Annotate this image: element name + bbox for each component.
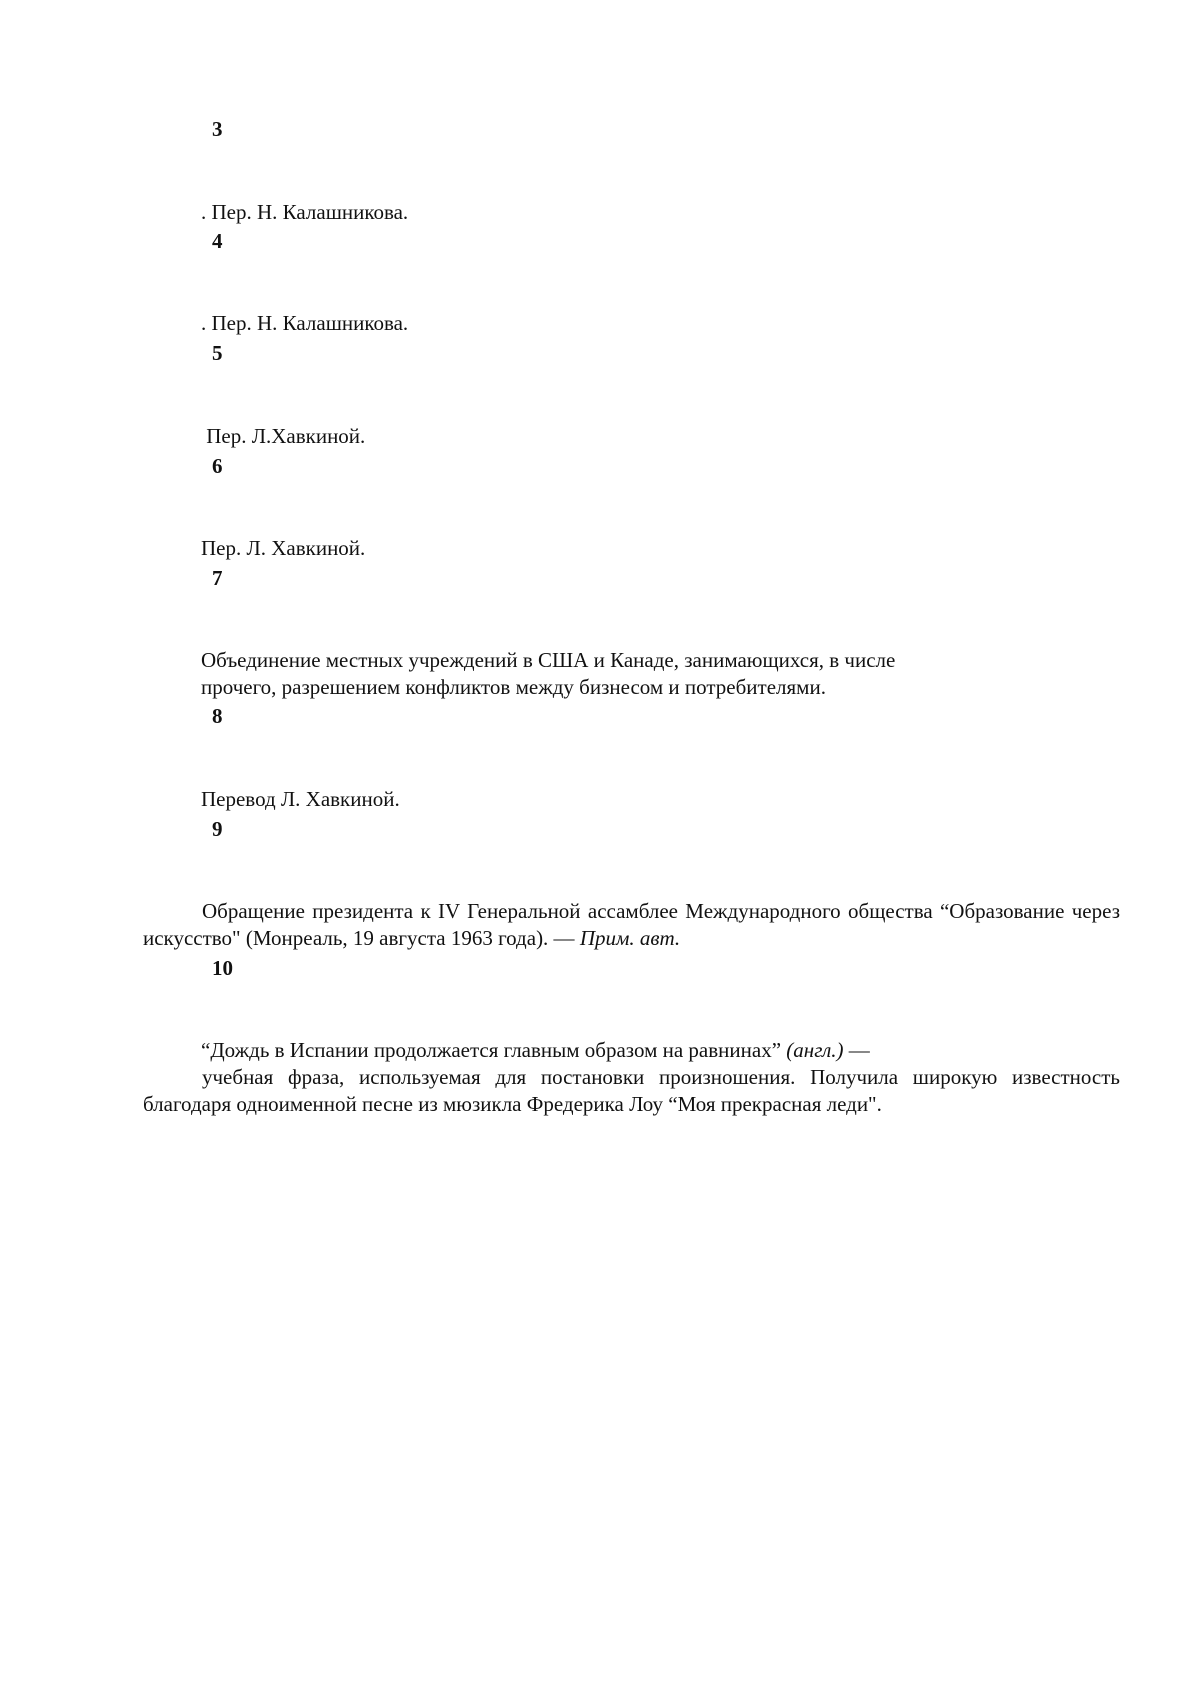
footnote-text: Пер. Л. Хавкиной.	[201, 536, 366, 560]
footnote-text: Пер. Л.Хавкиной.	[201, 424, 366, 448]
footnote-text: Перевод Л. Хавкиной.	[201, 787, 400, 811]
footnote-paragraph	[143, 898, 1120, 952]
footnote-number: 9	[212, 817, 223, 841]
footnote-number: 6	[212, 454, 223, 478]
footnote-text: . Пер. Н. Калашникова.	[201, 311, 409, 335]
footnote-text: учебная фраза, используемая для постановки произношения. Получила широкую известность благодаря одноименной песне из мюзикла Фредерика Лоу “Моя прекрасная леди".	[143, 1065, 1120, 1116]
footnote-number: 7	[212, 566, 223, 590]
footnote-text: “Дождь в Испании продолжается главным образом на равнинах”	[201, 1038, 787, 1062]
dash: —	[843, 1038, 870, 1062]
footnote-number: 3	[212, 117, 223, 141]
footnote-paragraph	[143, 1064, 1120, 1118]
footnote-number: 8	[212, 704, 223, 728]
footnote-text-line: прочего, разрешением конфликтов между бизнесом и потребителями.	[201, 675, 826, 699]
footnote-number: 4	[212, 229, 223, 253]
author-note: Прим. авт.	[579, 926, 681, 950]
language-note: (англ.)	[786, 1038, 844, 1062]
footnote-number: 5	[212, 341, 223, 365]
footnote-text: Обращение президента к IV Генеральной ассамблее Международного общества “Образование через искусство" (Монреаль, 19 августа 1963 года). —	[143, 899, 1120, 950]
footnote-text-line	[201, 1037, 870, 1064]
footnote-text: . Пер. Н. Калашникова.	[201, 200, 409, 224]
footnote-text-line: Объединение местных учреждений в США и Канаде, занимающихся, в числе	[201, 648, 896, 672]
footnote-number: 10	[212, 956, 233, 980]
